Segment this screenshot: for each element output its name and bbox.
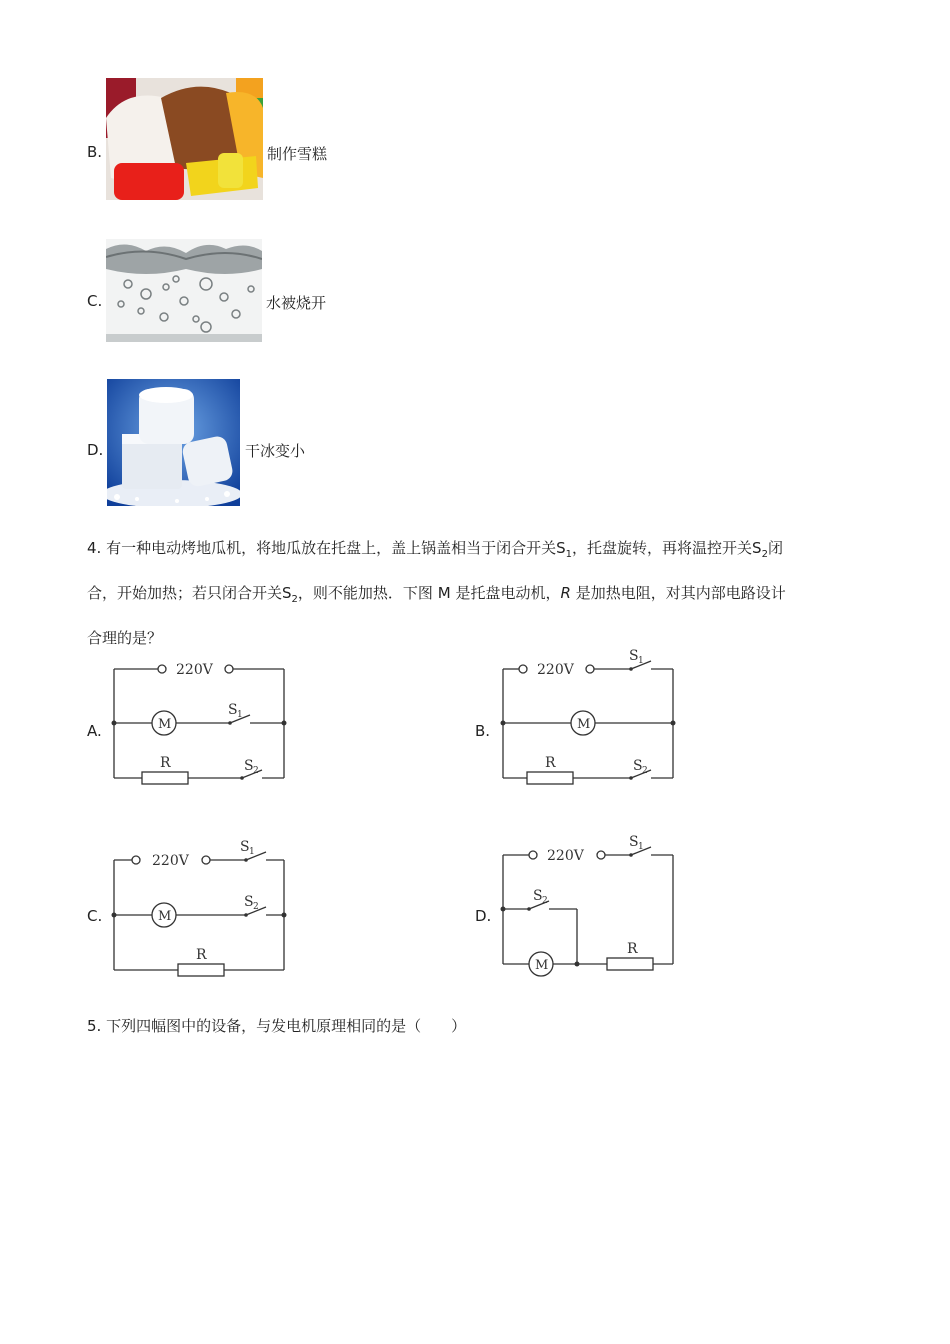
dry-ice-photo [107,379,240,506]
switch-s2-subscript: 2 [642,766,648,776]
q4-text-part: 闭 [767,539,783,557]
question-4-line-1 [87,529,867,574]
voltage-label: 220V [547,848,584,864]
switch-s2-subscript: 2 [542,896,548,906]
switch-s2-label: S [533,888,543,904]
option-b-caption: 制作雪糕 [267,145,328,163]
switch-s2-subscript: 2 [253,766,259,776]
option-c-caption: 水被烧开 [266,294,327,312]
circuit-b-diagram [495,645,685,790]
s2-subscript: 2 [291,594,298,605]
circuit-c-letter: C. [87,907,103,925]
q4-text-part: 是加热电阻，对其内部电路设计 [575,584,786,602]
question-4-text [87,529,867,657]
circuit-d-diagram [495,830,685,980]
option-d-letter: D. [87,441,104,459]
voltage-label: 220V [537,662,574,678]
switch-s1-label: S [240,839,250,855]
voltage-label: 220V [152,853,189,869]
q4-text-part: 有一种电动烤地瓜机，将地瓜放在托盘上，盖上锅盖相当于闭合开关 [106,539,557,557]
ice-cream-photo [106,78,263,200]
question-4-line-3: 合理的是？ [87,629,163,647]
option-d-caption: 干冰变小 [245,442,306,460]
q4-text-part: 合，开始加热；若只闭合开关 [87,584,283,602]
q4-text-part: ，托盘旋转，再将温控开关 [572,539,753,557]
switch-s1-label: S [629,834,639,850]
s1-subscript: 1 [565,549,573,560]
circuit-a-letter: A. [87,722,102,740]
switch-s2-label: S [633,758,643,774]
circuit-b-letter: B. [475,722,491,740]
motor-label: M [158,909,172,924]
resistor-label: R [627,941,638,957]
option-b-letter: B. [87,143,103,161]
switch-s2-label: S [244,894,254,910]
question-number: 5. [87,1017,102,1035]
resistor-label: R [196,947,207,963]
motor-label: M [577,717,591,732]
question-5-text [87,1007,867,1045]
resistor-label: R [160,755,171,771]
question-4-line-2 [87,574,867,619]
voltage-label: 220V [176,662,213,678]
question-5-body: 下列四幅图中的设备，与发电机原理相同的是（ ） [106,1017,467,1035]
s2-label: S [282,584,292,602]
switch-s1-label: S [629,648,639,664]
switch-s2-subscript: 2 [253,902,259,912]
resistor-symbol: R [560,584,571,602]
switch-s1-subscript: 1 [638,842,644,852]
s1-label: S [556,539,566,557]
q4-text-part: ，则不能加热．下图 [297,584,433,602]
resistor-label: R [545,755,556,771]
switch-s2-label: S [244,758,254,774]
switch-s1-subscript: 1 [638,656,644,666]
s2-subscript: 2 [761,549,768,560]
option-c-letter: C. [87,292,103,310]
circuit-a-diagram [106,650,296,790]
s2-label: S [752,539,762,557]
question-number: 4. [87,539,102,557]
circuit-d-letter: D. [475,907,492,925]
circuit-c-diagram [106,835,296,980]
switch-s1-label: S [228,702,238,718]
switch-s1-subscript: 1 [237,710,243,720]
motor-label: M [535,958,549,973]
boiling-water-photo [106,239,262,342]
motor-symbol: M [437,584,451,602]
switch-s1-subscript: 1 [249,847,255,857]
q4-text-part: 是托盘电动机， [455,584,561,602]
motor-label: M [158,717,172,732]
